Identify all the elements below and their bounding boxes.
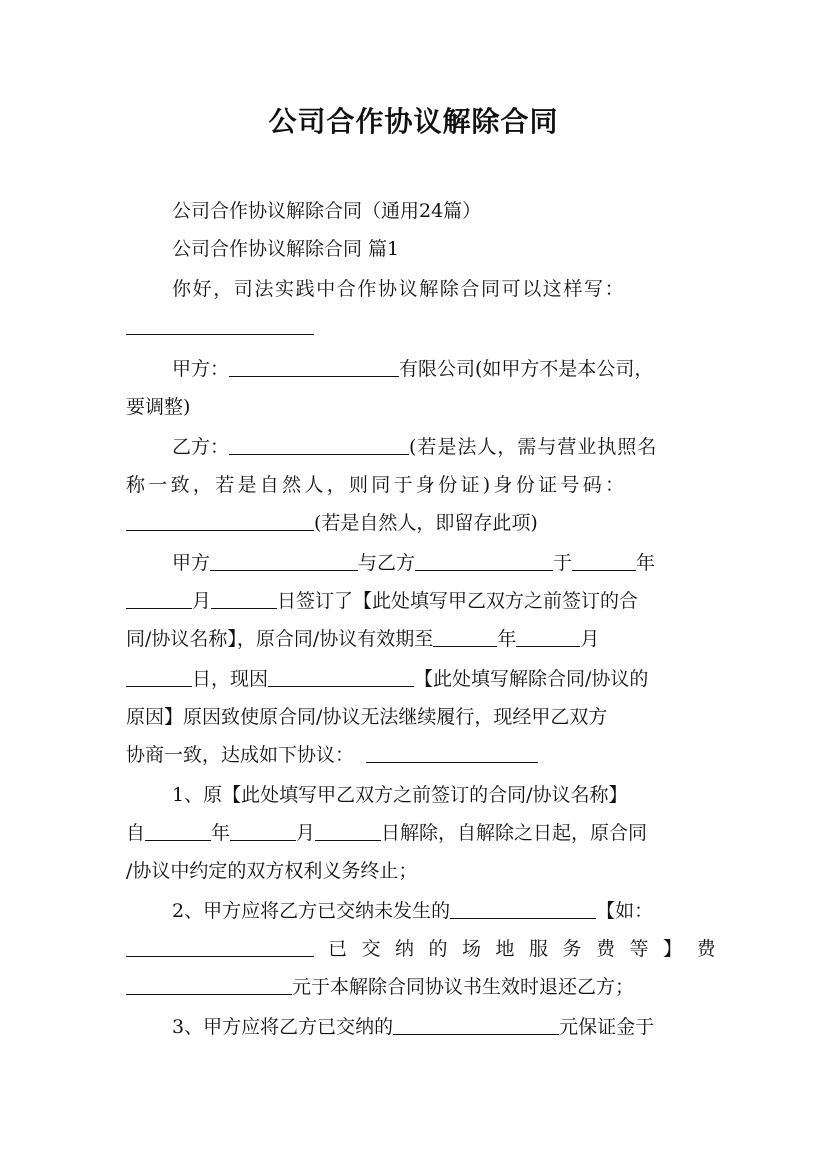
clause1-line1: 1、原【此处填写甲乙双方之前签订的合同/协议名称】 bbox=[172, 784, 628, 806]
para1-line6 bbox=[126, 742, 704, 768]
party-b-line bbox=[172, 434, 704, 460]
clause3-line1 bbox=[172, 1014, 704, 1040]
blank-field bbox=[210, 550, 358, 571]
blank-field bbox=[572, 550, 636, 571]
c1-text: 年 bbox=[211, 822, 231, 844]
party-a-cont: 要调整) bbox=[126, 396, 191, 418]
blank-field bbox=[126, 666, 192, 687]
c1-text: 月 bbox=[296, 822, 316, 844]
party-a-suffix: 有限公司(如甲方不是本公司， bbox=[399, 358, 654, 380]
para1-line5: 原因】原因致使原合同/协议无法继续履行，现经甲乙双方 bbox=[126, 706, 608, 728]
p1-text: 协商一致，达成如下协议： bbox=[126, 744, 355, 766]
c2-text: 2、甲方应将乙方已交纳未发生的 bbox=[172, 900, 451, 922]
p1-text: 月 bbox=[580, 628, 600, 650]
blank-field bbox=[126, 314, 314, 335]
p1-text: 日，现因 bbox=[192, 668, 269, 690]
para1-line2 bbox=[126, 588, 704, 614]
para1-line1 bbox=[172, 550, 704, 576]
p1-text: 于 bbox=[553, 552, 573, 574]
blank-field bbox=[366, 742, 538, 763]
party-b-suffix: (若是法人，需与营业执照名 bbox=[409, 436, 658, 458]
clause1-line3: /协议中约定的双方权利义务终止； bbox=[126, 860, 418, 882]
party-a-label: 甲方： bbox=[172, 358, 230, 380]
c1-text: 自 bbox=[126, 822, 146, 844]
p1-text: 与乙方 bbox=[358, 552, 416, 574]
blank-field bbox=[230, 820, 296, 841]
para1-line4 bbox=[126, 666, 704, 692]
p1-text: 日签订了【此处填写甲乙双方之前签订的合 bbox=[277, 590, 639, 612]
intro-blank-line bbox=[126, 314, 704, 340]
party-b-id-line bbox=[126, 510, 704, 536]
clause2-line3 bbox=[126, 974, 704, 1000]
c2-text: 元于本解除合同协议书生效时退还乙方； bbox=[292, 976, 635, 998]
c2-text: 【如： bbox=[596, 900, 654, 922]
party-b-id-note: (若是自然人，即留存此项) bbox=[314, 512, 538, 534]
intro-line: 你好，司法实践中合作协议解除合同可以这样写： bbox=[172, 278, 626, 300]
p1-text: 月 bbox=[192, 590, 212, 612]
party-b-blank bbox=[229, 434, 409, 455]
blank-field bbox=[268, 666, 414, 687]
blank-field bbox=[393, 1014, 559, 1035]
c2-text: 已交纳的场地服务费等】费 bbox=[328, 938, 731, 960]
blank-field bbox=[211, 588, 277, 609]
party-b-cont: 称一致，若是自然人，则同于身份证)身份证号码： bbox=[126, 474, 628, 496]
blank-field bbox=[145, 820, 211, 841]
section-heading: 公司合作协议解除合同 篇1 bbox=[172, 238, 400, 260]
blank-field bbox=[516, 626, 580, 647]
blank-field bbox=[433, 626, 497, 647]
blank-field bbox=[126, 588, 192, 609]
p1-text: 年 bbox=[636, 552, 656, 574]
blank-field bbox=[126, 974, 292, 995]
party-a-line bbox=[172, 356, 704, 382]
c3-text: 元保证金于 bbox=[559, 1016, 655, 1038]
party-b-label: 乙方： bbox=[172, 436, 230, 458]
blank-field bbox=[415, 550, 553, 571]
id-number-blank bbox=[126, 510, 314, 531]
blank-field bbox=[315, 820, 381, 841]
clause2-line2 bbox=[126, 936, 731, 962]
para1-line3 bbox=[126, 626, 704, 652]
document-subtitle: 公司合作协议解除合同（通用24篇） bbox=[172, 200, 482, 222]
blank-field bbox=[126, 936, 314, 957]
c3-text: 3、甲方应将乙方已交纳的 bbox=[172, 1016, 394, 1038]
party-a-blank bbox=[229, 356, 399, 377]
document-title: 公司合作协议解除合同 bbox=[268, 105, 559, 138]
blank-field bbox=[450, 898, 596, 919]
p1-text: 年 bbox=[497, 628, 517, 650]
p1-text: 同/协议名称】，原合同/协议有效期至 bbox=[126, 628, 434, 650]
clause1-line2 bbox=[126, 820, 704, 846]
p1-text: 【此处填写解除合同/协议的 bbox=[414, 668, 649, 690]
clause2-line1 bbox=[172, 898, 704, 924]
c1-text: 日解除，自解除之日起，原合同 bbox=[381, 822, 648, 844]
p1-text: 甲方 bbox=[172, 552, 211, 574]
